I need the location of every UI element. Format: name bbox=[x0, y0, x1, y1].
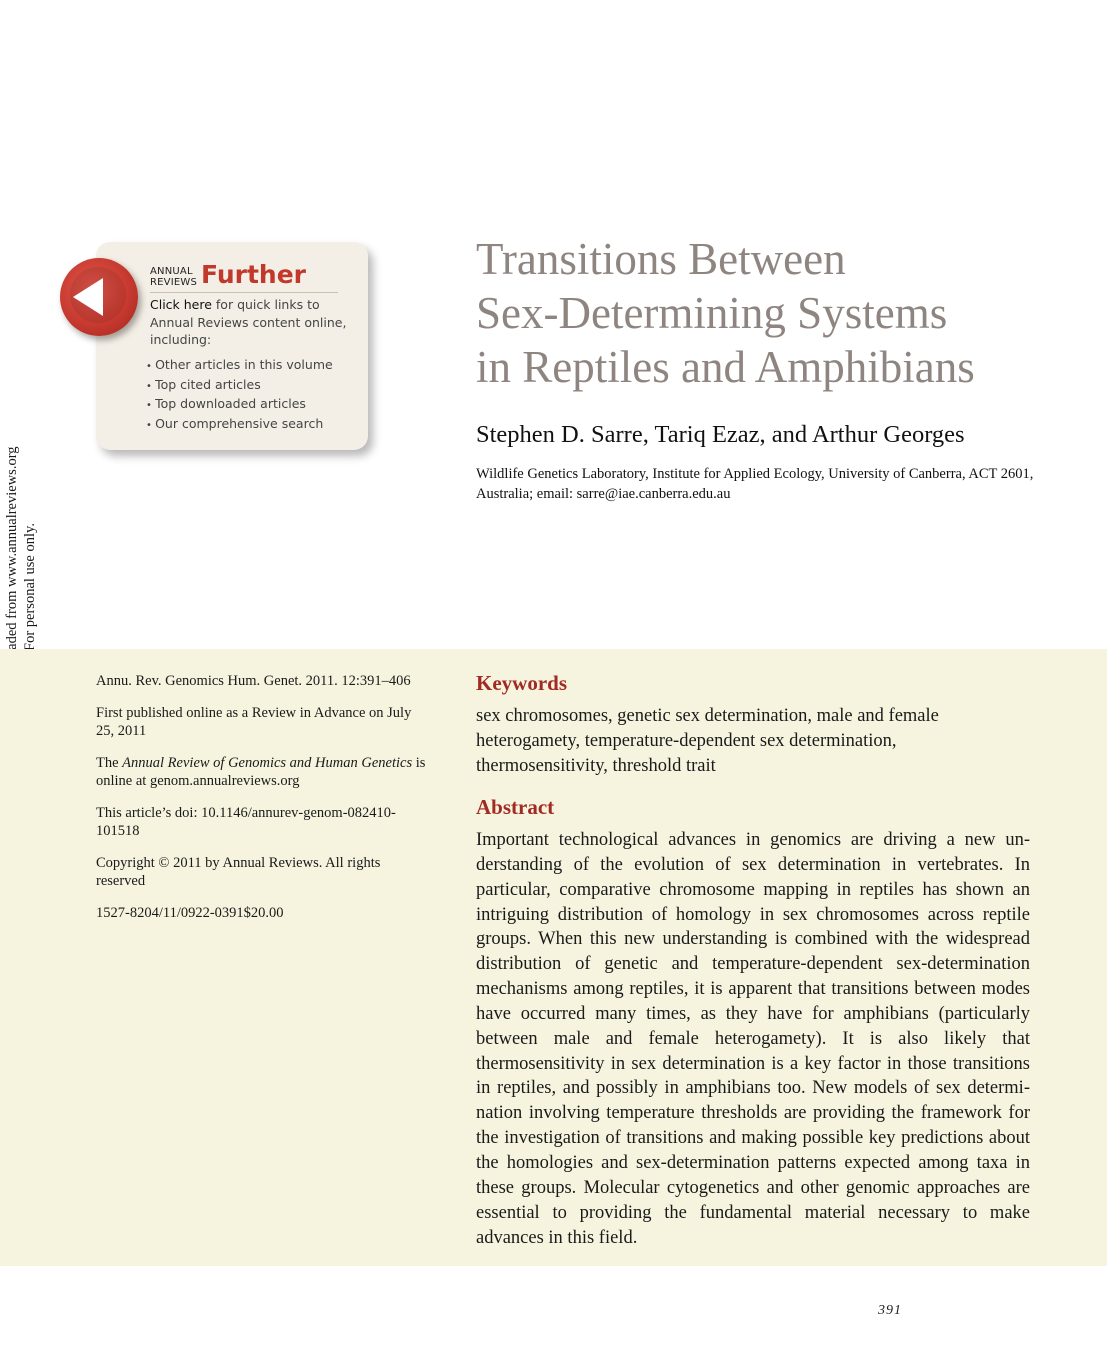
annual-reviews-logo bbox=[150, 262, 306, 288]
further-link-search[interactable]: • Our comprehensive search bbox=[146, 415, 333, 435]
further-link-top-cited[interactable]: • Top cited articles bbox=[146, 376, 333, 396]
brand-annual: ANNUAL bbox=[150, 266, 193, 277]
first-published: First published online as a Review in Advance on July 25, 2011 bbox=[96, 705, 412, 739]
issn: 1527-8204/11/0922-0391$20.00 bbox=[96, 905, 284, 921]
further-panel[interactable] bbox=[60, 240, 390, 460]
title-line-2: Sex-Determining Systems bbox=[476, 288, 948, 338]
article-title bbox=[476, 232, 1076, 394]
article-authors: Stephen D. Sarre, Tariq Ezaz, and Arthur Georges bbox=[476, 421, 965, 448]
title-line-3: in Reptiles and Amphibians bbox=[476, 342, 975, 392]
further-divider bbox=[150, 292, 338, 293]
further-play-button[interactable] bbox=[60, 258, 138, 336]
further-link-top-downloaded[interactable]: • Top downloaded articles bbox=[146, 395, 333, 415]
online-availability: The Annual Review of Genomics and Human Genetics is online at genom.annualreviews.org bbox=[96, 755, 426, 789]
keywords-text: sex chromosomes, genetic sex determination, male and female heterogamety, temperature-dependent sex determination, thermosensitivity, threshold trait bbox=[476, 706, 939, 776]
abstract-heading: Abstract bbox=[476, 795, 555, 819]
doi: This article’s doi: 10.1146/annurev-genom-082410-101518 bbox=[96, 805, 396, 839]
article-metadata bbox=[96, 672, 426, 936]
article-affiliation: Wildlife Genetics Laboratory, Institute for Applied Ecology, University of Canberra, ACT 2601, Australia; email: sarre@iae.canberra.edu.au bbox=[476, 466, 1034, 502]
title-line-1: Transitions Between bbox=[476, 234, 846, 284]
citation: Annu. Rev. Genomics Hum. Genet. 2011. 12:391–406 bbox=[96, 673, 411, 689]
brand-further: Further bbox=[201, 260, 307, 289]
abstract-text: Important technological advances in genomics are driving a new understanding of the evolution of sex determination in vertebrates. In particular, comparative chromosome mapping in reptiles has shown an intriguing distribution of homology in sex chromosomes across reptile groups. When this new understanding is combined with the widespread distribution of genetic and temperature-dependent sex-determination mechanisms among reptiles, it is apparent that transitions between modes have occurred many times, as they have for amphibians (particularly between male and female heterogamety). It is also likely that thermosensitivity in sex determination is a key factor in those transitions in reptiles, and possibly in amphibians too. New models of sex determination involving temperature thresholds are providing the framework for the investigation of transitions and making possible key predictions about the homologies and sex-determination patterns expected among taxa in these groups. Molecular cytogenetics and other genomic approaches are essential to providing the fundamental material necessary to make advances in this field. bbox=[476, 830, 1030, 1248]
click-here-link[interactable]: Click here bbox=[150, 297, 212, 312]
page-number: 391 bbox=[878, 1303, 902, 1318]
journal-name: Annual Review of Genomics and Human Genetics bbox=[122, 755, 413, 771]
further-description bbox=[150, 296, 350, 349]
further-links bbox=[146, 356, 333, 434]
further-description-rest: for quick links to Annual Reviews content online, including: bbox=[150, 297, 347, 347]
back-arrow-icon bbox=[73, 278, 103, 316]
further-link-other-articles[interactable]: • Other articles in this volume bbox=[146, 356, 333, 376]
copyright: Copyright © 2011 by Annual Reviews. All rights reserved bbox=[96, 855, 381, 889]
keywords-heading: Keywords bbox=[476, 671, 567, 695]
brand-reviews: REVIEWS bbox=[150, 277, 198, 288]
